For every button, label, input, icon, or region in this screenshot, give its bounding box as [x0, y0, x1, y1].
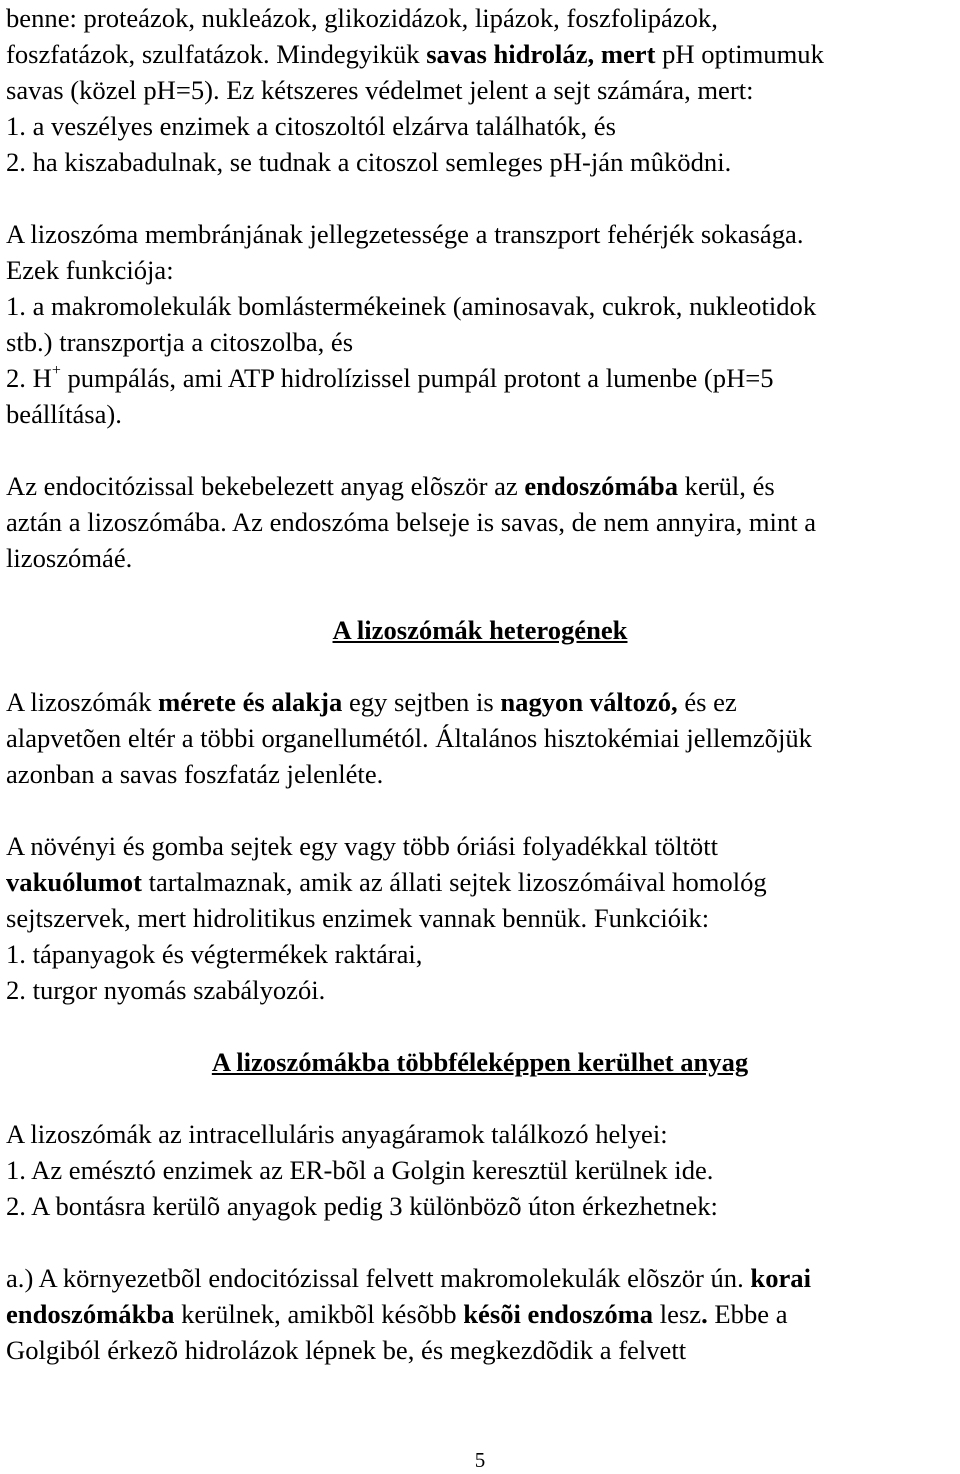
- text-run: pH optimumuk: [655, 39, 824, 69]
- list-item: 1. a makromolekulák bomlástermékeinek (aminosavak, cukrok, nukleotidok: [6, 291, 817, 321]
- bold-term: mérete: [158, 687, 236, 717]
- paragraph-membrane: [6, 216, 954, 432]
- text-run: 2. H: [6, 363, 52, 393]
- text-run: kerülnek, amikbõl késõbb: [174, 1299, 464, 1329]
- bold-term: .: [701, 1299, 708, 1329]
- paragraph-gap: [6, 1224, 954, 1260]
- list-item: [6, 360, 954, 396]
- paragraph-gap: [6, 792, 954, 828]
- text-line: savas (közel pH=5). Ez kétszeres védelmet jelent a sejt számára, mert:: [6, 75, 754, 105]
- text-run: lesz: [653, 1299, 702, 1329]
- paragraph-endocytosis-path: [6, 1260, 954, 1368]
- text-line: Golgiból érkezõ hidrolázok lépnek be, és megkezdõdik a felvett: [6, 1335, 687, 1365]
- text-line: [6, 1260, 954, 1296]
- bold-term: nagyon változó,: [500, 687, 678, 717]
- text-run: Az endocitózissal bekebelezett anyag elõször az: [6, 471, 525, 501]
- text-run: A lizoszómák: [6, 687, 159, 717]
- text-line: benne: proteázok, nukleázok, glikozidázok, lipázok, foszfolipázok,: [6, 3, 718, 33]
- bold-term: alakja: [271, 687, 343, 717]
- paragraph-pathways: [6, 1116, 954, 1224]
- text-run: pumpálás, ami ATP hidrolízissel pumpál protont a lumenbe (pH=5: [60, 363, 774, 393]
- paragraph-gap: [6, 1008, 954, 1044]
- text-run: tartalmaznak, amik az állati sejtek lizoszómáival homológ: [141, 867, 767, 897]
- text-line: [6, 864, 954, 900]
- bold-term: korai: [750, 1263, 811, 1293]
- text-run: kerül, és: [678, 471, 775, 501]
- list-item: 1. tápanyagok és végtermékek raktárai,: [6, 939, 423, 969]
- text-line: lizoszómáé.: [6, 543, 133, 573]
- text-line: A lizoszóma membránjának jellegzetessége a transzport fehérjék sokasága.: [6, 219, 804, 249]
- text-line: [6, 36, 954, 72]
- paragraph-gap: [6, 180, 954, 216]
- section-heading: A lizoszómák heterogének: [332, 615, 628, 645]
- bold-term: endoszómákba: [6, 1299, 175, 1329]
- text-line: stb.) transzportja a citoszolba, és: [6, 327, 354, 357]
- text-line: A növényi és gomba sejtek egy vagy több óriási folyadékkal töltött: [6, 831, 718, 861]
- superscript-plus: +: [51, 362, 61, 379]
- list-item: 2. A bontásra kerülõ anyagok pedig 3 különbözõ úton érkezhetnek:: [6, 1191, 718, 1221]
- document-page: [6, 0, 954, 1368]
- bold-term: vakuólumot: [6, 867, 142, 897]
- section-heading: A lizoszómákba többféleképpen kerülhet anyag: [211, 1047, 749, 1077]
- list-item: 2. ha kiszabadulnak, se tudnak a citoszol semleges pH-ján mûködni.: [6, 147, 732, 177]
- text-line: [6, 1296, 954, 1332]
- bold-term: és: [242, 687, 265, 717]
- text-run: a.) A környezetbõl endocitózissal felvett makromolekulák elõször ún.: [6, 1263, 751, 1293]
- paragraph-gap: [6, 432, 954, 468]
- list-item: 1. Az emésztó enzimek az ER-bõl a Golgin keresztül kerülnek ide.: [6, 1155, 714, 1185]
- list-item: 1. a veszélyes enzimek a citoszoltól elzárva találhatók, és: [6, 111, 616, 141]
- paragraph-gap: [6, 576, 954, 612]
- bold-term: késõi endoszóma: [463, 1299, 654, 1329]
- text-run: és ez: [677, 687, 737, 717]
- text-line: A lizoszómák az intracelluláris anyagáramok találkozó helyei:: [6, 1119, 668, 1149]
- list-item: 2. turgor nyomás szabályozói.: [6, 975, 326, 1005]
- page-number: 5: [474, 1448, 486, 1472]
- paragraph-vacuole: [6, 828, 954, 1008]
- text-line: [6, 468, 954, 504]
- bold-term: endoszómába: [524, 471, 679, 501]
- text-run: foszfatázok, szulfatázok. Mindegyikük: [6, 39, 427, 69]
- text-run: Ebbe a: [707, 1299, 788, 1329]
- paragraph-gap: [6, 648, 954, 684]
- text-line: beállítása).: [6, 399, 122, 429]
- paragraph-gap: [6, 1080, 954, 1116]
- bold-term: savas hidroláz, mert: [426, 39, 656, 69]
- text-line: sejtszervek, mert hidrolitikus enzimek vannak bennük. Funkcióik:: [6, 903, 710, 933]
- paragraph-heterogeneity: [6, 684, 954, 792]
- text-line: [6, 684, 954, 720]
- text-line: alapvetõen eltér a többi organellumétól. Általános hisztokémiai jellemzõjük: [6, 723, 812, 753]
- text-line: Ezek funkciója:: [6, 255, 174, 285]
- paragraph-endosome: [6, 468, 954, 576]
- text-run: [236, 687, 243, 717]
- text-run: egy sejtben is: [342, 687, 501, 717]
- text-line: azonban a savas foszfatáz jelenléte.: [6, 759, 384, 789]
- text-line: aztán a lizoszómába. Az endoszóma belseje is savas, de nem annyira, mint a: [6, 507, 817, 537]
- paragraph-hydrolases: [6, 0, 954, 180]
